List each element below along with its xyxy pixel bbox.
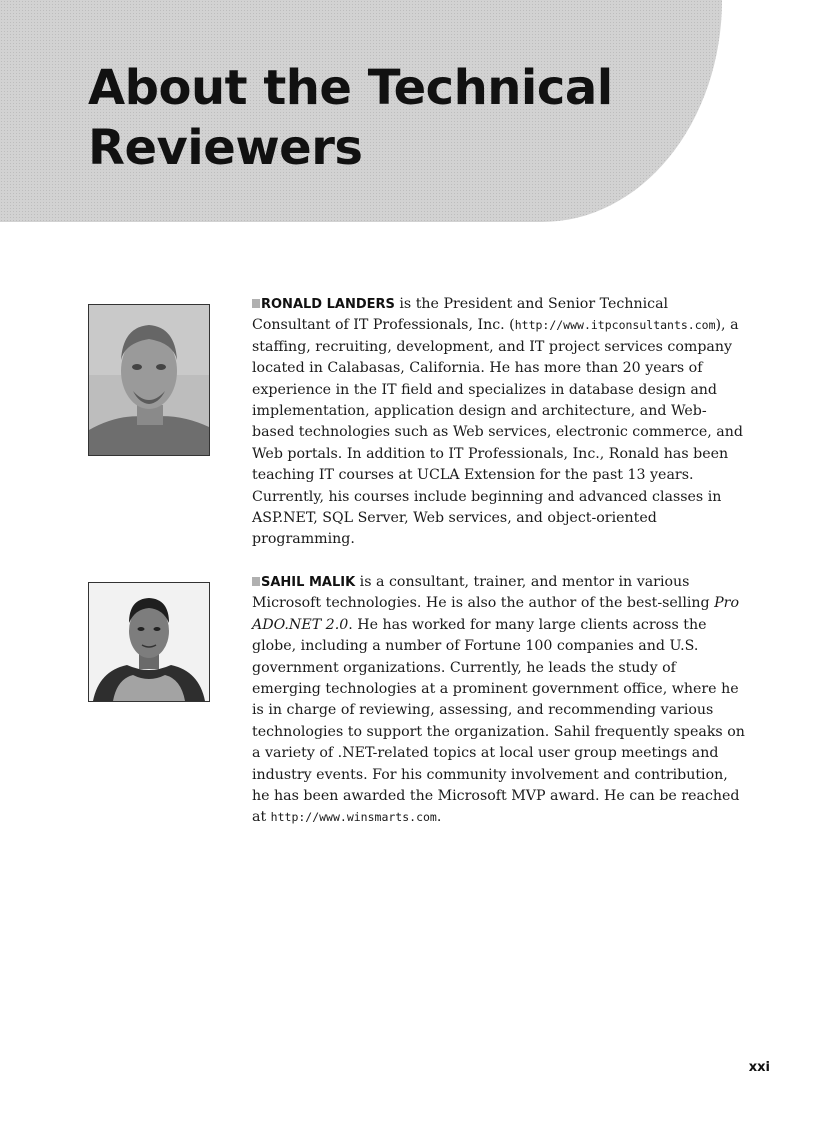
bullet-marker (252, 577, 260, 586)
portrait-image (89, 305, 209, 455)
reviewer-name: RONALD LANDERS (261, 297, 395, 312)
reviewer-bio-text (252, 572, 748, 829)
reviewer-bio-text (252, 294, 748, 551)
bio-text-part-1: is a consultant, trainer, and mentor in various Microsoft technologies. He is also the author of the best-selling (252, 574, 715, 612)
bio-text-part-2: . He has worked for many large clients across the globe, including a number of Fortune 100 companies and U.S. government organizations. Currently, he leads the study of emerging technologies at a prominent government office, where he is in charge of reviewing, assessing, and recommending various technologies to support the organization. Sahil frequently speaks on a variety of .NET-related topics at local user group meetings and industry events. For his community involvement and contribution, he has been awarded the Microsoft MVP award. He can be reached at (252, 616, 745, 826)
bullet-marker (252, 299, 260, 308)
bio-text-part-1: is the President and Senior Technical Consultant of IT Professionals, Inc. ( (252, 296, 669, 334)
page-title (88, 58, 613, 178)
reviewer-url: http://www.itpconsultants.com (514, 318, 716, 333)
page-title-line-2: Reviewers (88, 120, 363, 176)
reviewer-name: SAHIL MALIK (261, 575, 356, 590)
portrait-image (89, 583, 209, 701)
bio-text-part-2: ), a staffing, recruiting, development, and IT project services company located in Calabasas, California. He has more than 20 years of experience in the IT field and specializes in database design and implementation, application design and architecture, and Web-based technologies such as Web services, electronic commerce, and Web portals. In addition to IT Professionals, Inc., Ronald has been teaching IT courses at UCLA Extension for the past 13 years. Currently, his courses include beginning and advanced classes in ASP.NET, SQL Server, Web services, and object-oriented programming. (252, 317, 743, 548)
bio-text-part-3: . (436, 809, 442, 826)
page-title-line-1: About the Technical (88, 60, 613, 116)
reviewer-photo-ronald-landers (88, 304, 210, 456)
reviewer-url: http://www.winsmarts.com (270, 810, 437, 825)
page-number: xxi (748, 1060, 770, 1075)
reviewer-photo-sahil-malik (88, 582, 210, 702)
book-title: Pro ADO.NET 2.0 (252, 595, 740, 633)
